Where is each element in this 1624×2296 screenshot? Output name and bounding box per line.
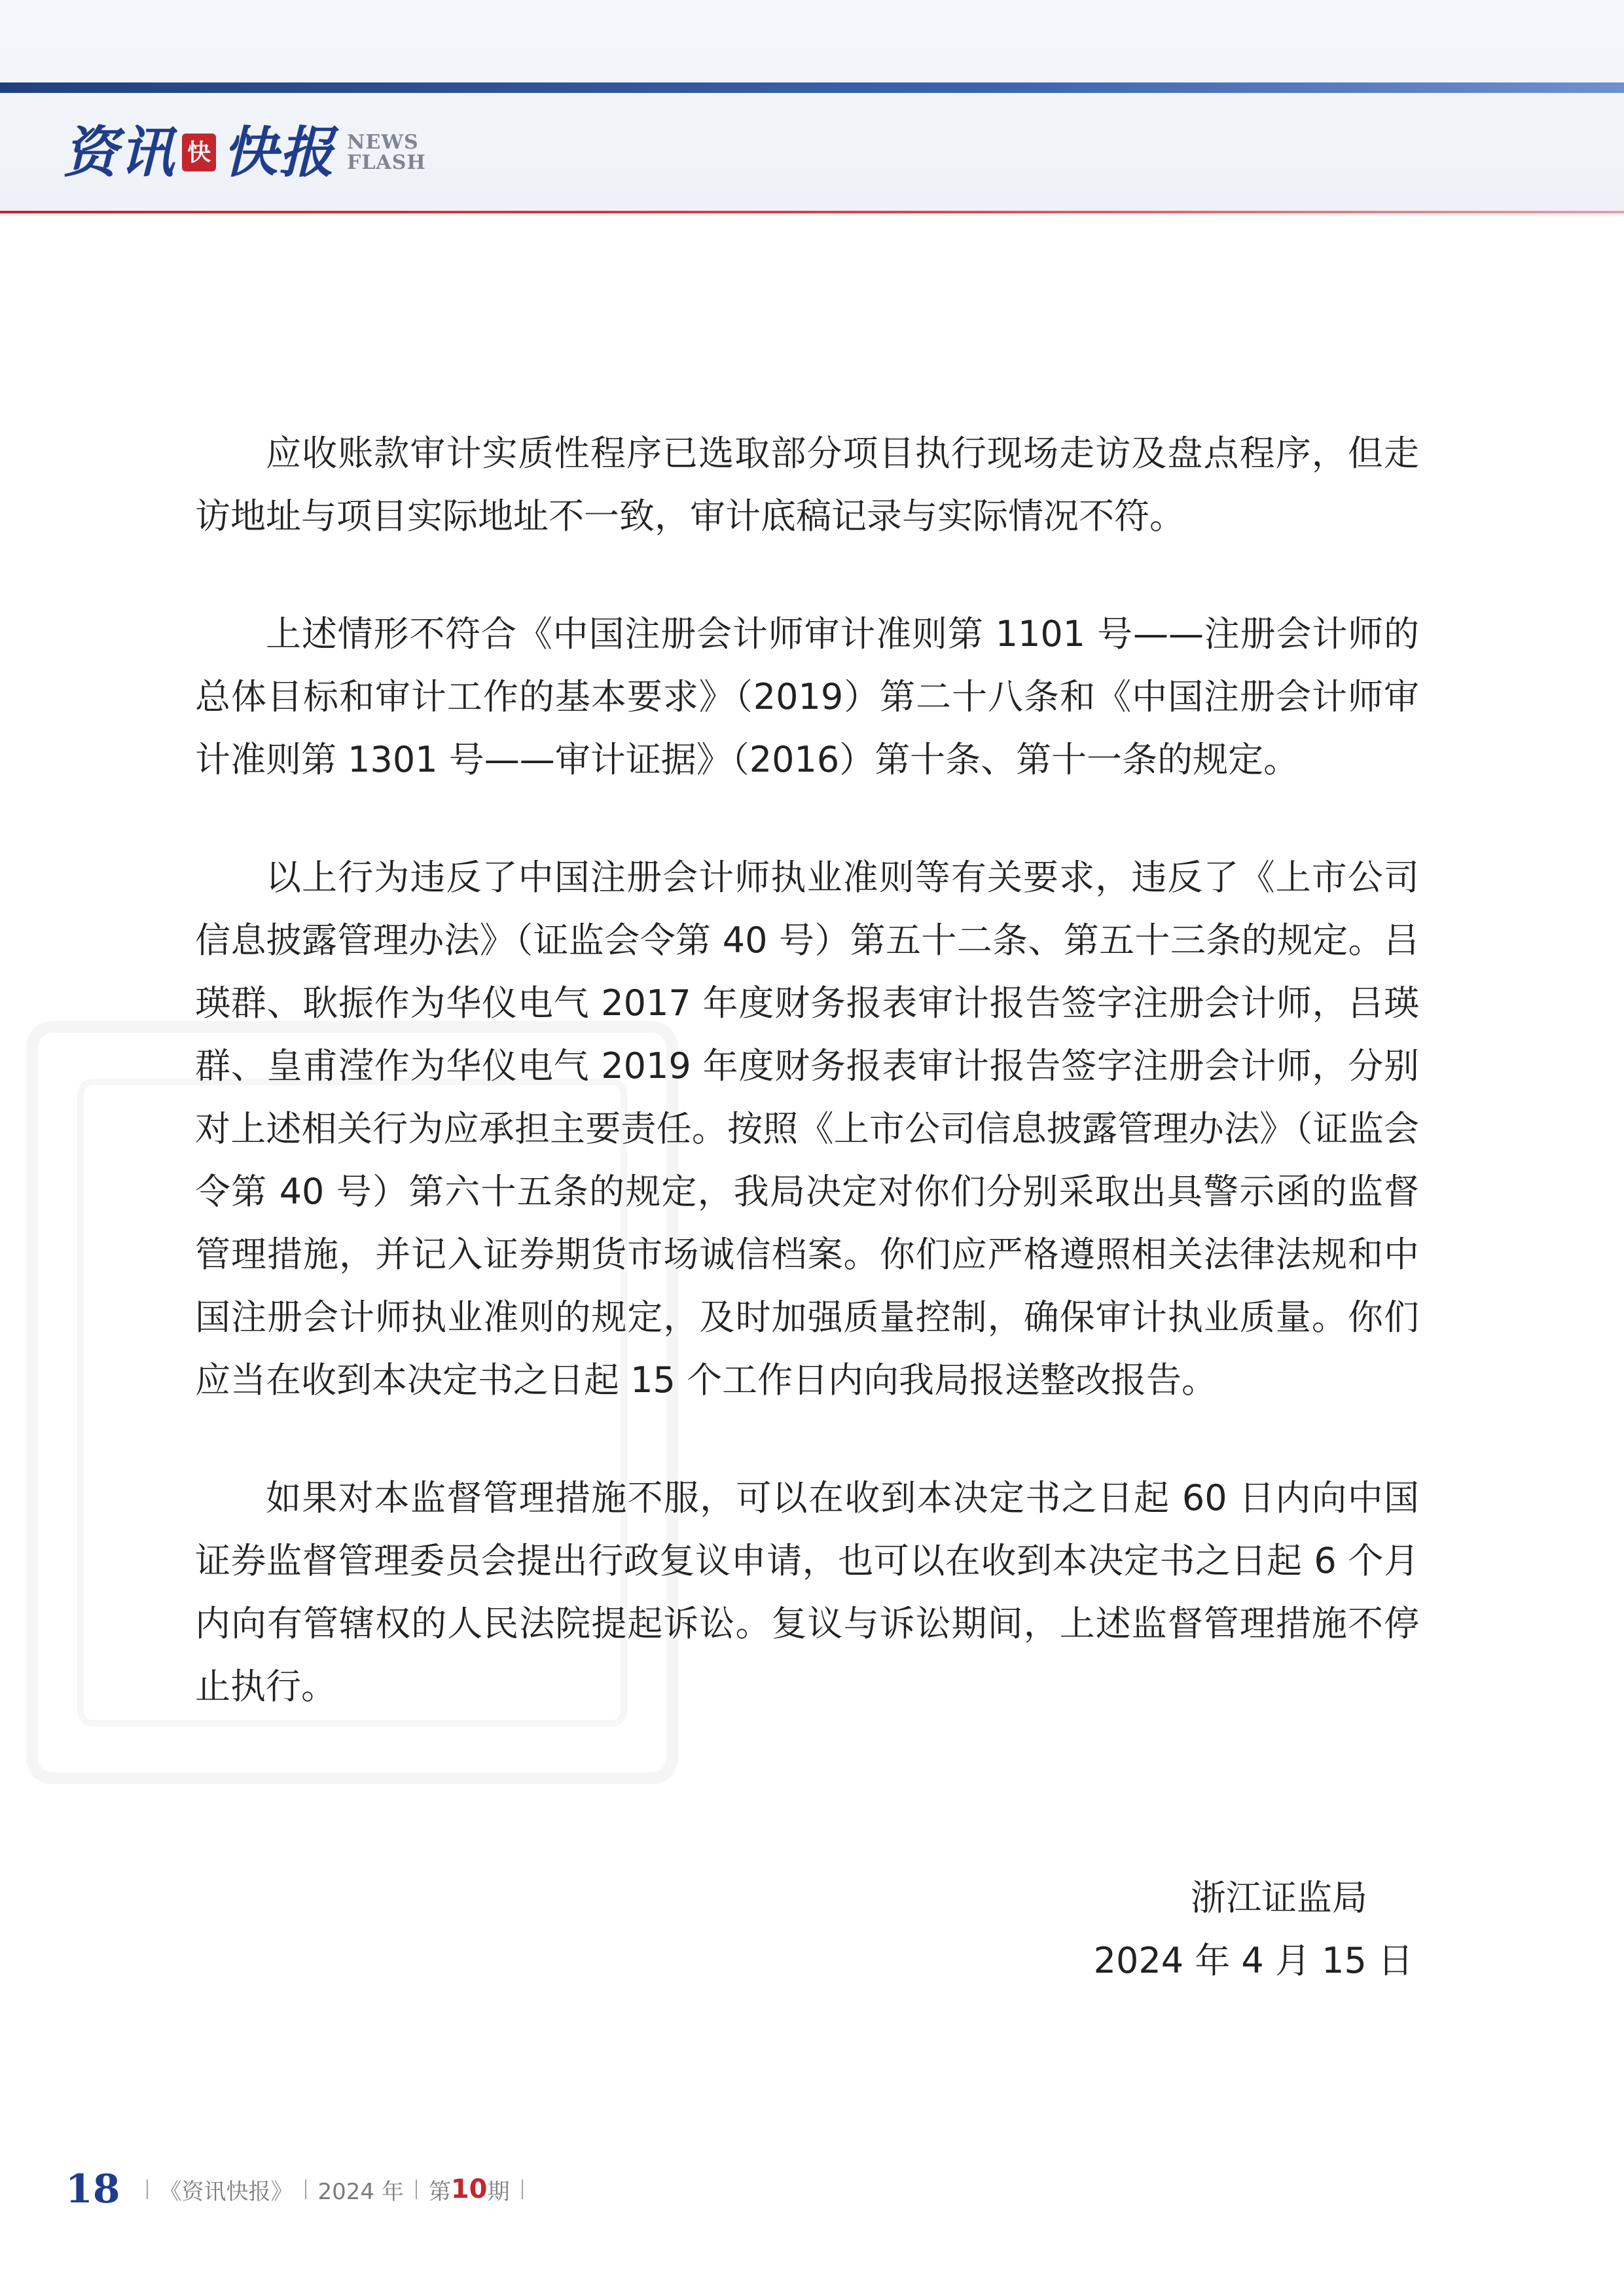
brand-seal-icon: 快 [182,134,216,171]
header-top-rule [0,82,1624,93]
page-footer [65,2160,535,2219]
news-flash-tag [347,132,426,173]
brand-text-right: 快报 [223,120,336,185]
footer-separator [305,2179,306,2199]
body-paragraph: 以上行为违反了中国注册会计师执业准则等有关要求，违反了《上市公司信息披露管理办法》（证监会令第 40 号）第五十二条、第五十三条的规定。吕瑛群、耿振作为华仪电气 2017 年度财务报表审计报告签字注册会计师，吕瑛群、皇甫滢作为华仪电气 2019 年度财务报表审计报告签字注册会计师，分别对上述相关行为应承担主要责任。按照《上市公司信息披露管理办法》（证监会令第 40 号）第六十五条的规定，我局决定对你们分别采取出具警示函的监督管理措施，并记入证券期货市场诚信档案。你们应严格遵照相关法律法规和中国注册会计师执业准则的规定，及时加强质量控制，确保审计执业质量。你们应当在收到本决定书之日起 15 个工作日内向我局报送整改报告。 [195,857,1419,1401]
footer-publication: 《资讯快报》 [159,2178,293,2205]
footer-issue-number: 10 [450,2174,488,2204]
signature-org: 浙江证监局 [1191,1877,1367,1918]
brand-logo [63,117,426,188]
footer-issue-prefix: 第 [428,2178,451,2205]
document-body [195,422,1419,1718]
signature-date: 2024 年 4 月 15 日 [1093,1940,1413,1981]
news-flash-line2: FLASH [347,151,426,174]
footer-year: 2024 年 [317,2178,404,2205]
news-flash-line1: NEWS [347,130,419,154]
footer-issue-suffix: 期 [487,2178,510,2205]
body-paragraph: 应收账款审计实质性程序已选取部分项目执行现场走访及盘点程序，但走访地址与项目实际地址不一致，审计底稿记录与实际情况不符。 [195,433,1419,537]
page-number: 18 [65,2166,120,2212]
header-red-rule [0,211,1624,213]
brand-text-left: 资讯 [63,120,176,185]
signature-block [1094,1867,1413,1992]
body-paragraph: 上述情形不符合《中国注册会计师审计准则第 1101 号——注册会计师的总体目标和审计工作的基本要求》（2019）第二十八条和《中国注册会计师审计准则第 1301 号——审计证据》（2016）第十条、第十一条的规定。 [195,613,1419,780]
footer-separator [416,2179,417,2199]
footer-separator [147,2179,148,2199]
footer-separator [522,2179,523,2199]
body-paragraph: 如果对本监督管理措施不服，可以在收到本决定书之日起 60 日内向中国证券监督管理委员会提出行政复议申请，也可以在收到本决定书之日起 6 个月内向有管辖权的人民法院提起诉讼。复议与诉讼期间，上述监督管理措施不停止执行。 [195,1477,1419,1707]
